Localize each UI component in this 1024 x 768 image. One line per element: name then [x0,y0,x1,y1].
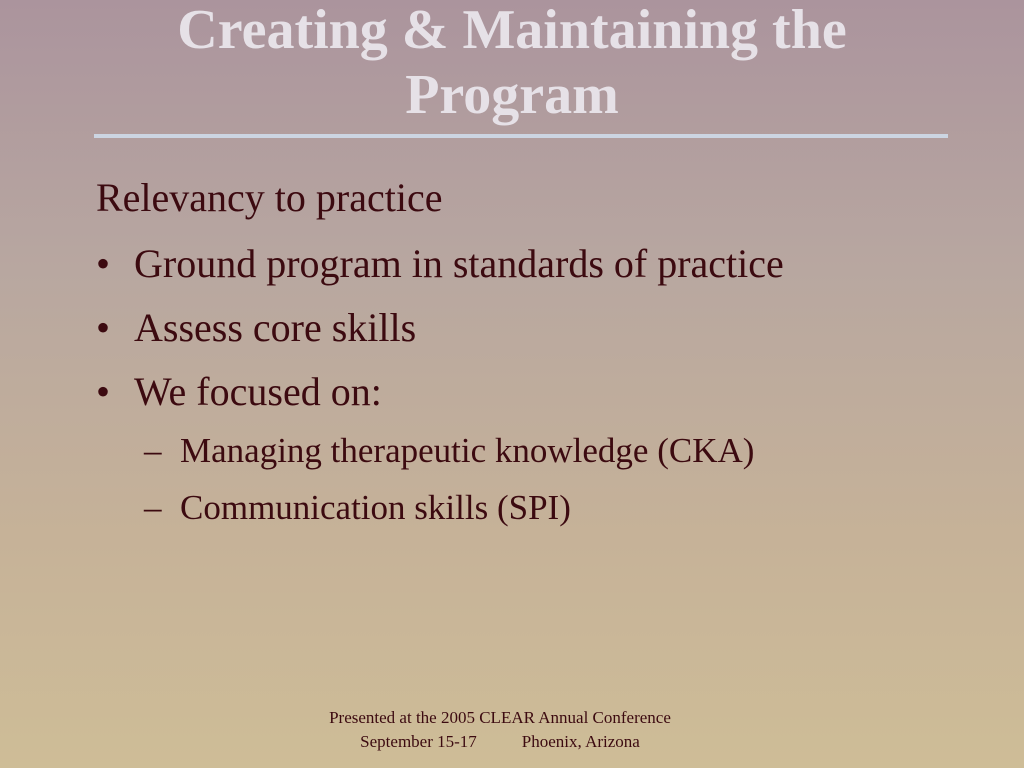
footer-date: September 15-17 [360,732,477,751]
bullet-text: Assess core skills [134,305,417,350]
footer-conference: Presented at the 2005 CLEAR Annual Conference [329,708,671,727]
bullet-item [96,300,976,364]
bullet-marker: • [96,241,111,286]
sub-bullet-marker: – [144,431,162,470]
slide-body [96,170,976,540]
bullet-item [96,236,976,300]
footer-details [0,730,1000,754]
bullet-marker: • [96,369,111,414]
bullet-item [96,364,976,428]
slide-footer [0,706,1000,754]
sub-bullet-text: Managing therapeutic knowledge (CKA) [180,431,755,470]
footer-location: Phoenix, Arizona [521,732,640,751]
sub-bullet-text: Communication skills (SPI) [180,488,571,527]
title-divider [94,134,948,138]
sub-bullet-item [96,426,976,483]
slide-title-line-2: Program [405,64,619,126]
bullet-text: Ground program in standards of practice [134,241,784,286]
section-heading: Relevancy to practice [96,175,443,220]
slide-title-line-1: Creating & Maintaining the [177,0,847,61]
sub-bullet-marker: – [144,488,162,527]
sub-bullet-item [96,483,976,540]
bullet-text: We focused on: [134,369,382,414]
slide-title [0,0,1024,128]
bullet-marker: • [96,305,111,350]
